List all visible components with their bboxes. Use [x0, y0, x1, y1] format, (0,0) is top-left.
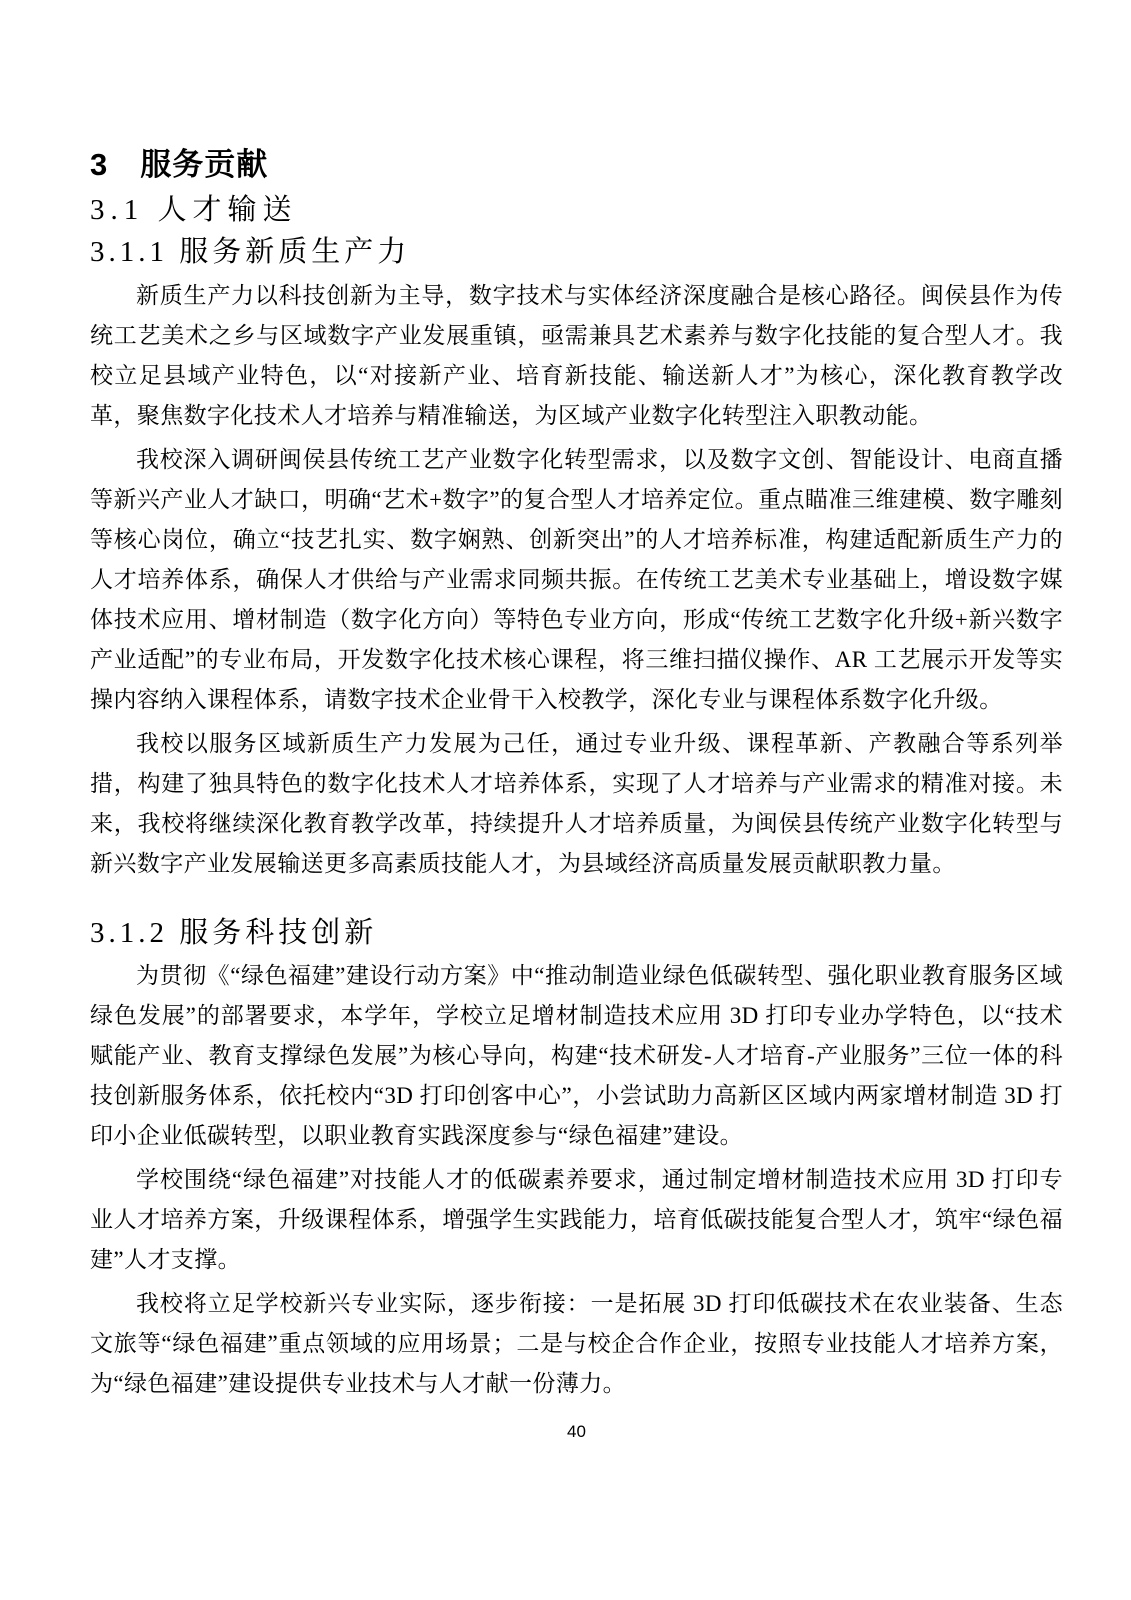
- page-content: [90, 0, 1063, 1404]
- subsection-heading-3-1-2: 3.1.2 服务科技创新: [90, 916, 378, 949]
- paragraph-new-productivity-3: 我校以服务区域新质生产力发展为己任，通过专业升级、课程革新、产教融合等系列举措，构建了独具特色的数字化技术人才培养体系，实现了人才培养与产业需求的精准对接。未来，我校将继续深化教育教学改革，持续提升人才培养质量，为闽侯县传统产业数字化转型与新兴数字产业发展输送更多高素质技能人才，为县域经济高质量发展贡献职教力量。: [90, 730, 1063, 876]
- subsection-heading-3-1-1: 3.1.1 服务新质生产力: [90, 235, 411, 268]
- section-heading: 3.1 人才输送: [90, 194, 298, 227]
- chapter-heading: 3 服务贡献: [90, 147, 269, 182]
- page-number: 40: [567, 1422, 586, 1441]
- paragraph-tech-innovation-3: 我校将立足学校新兴专业实际，逐步衔接：一是拓展 3D 打印低碳技术在农业装备、生态文旅等“绿色福建”重点领域的应用场景；二是与校企合作企业，按照专业技能人才培养方案，为“绿色福建”建设提供专业技术与人才献一份薄力。: [90, 1291, 1063, 1397]
- paragraph-tech-innovation-2: 学校围绕“绿色福建”对技能人才的低碳素养要求，通过制定增材制造技术应用 3D 打印专业人才培养方案，升级课程体系，增强学生实践能力，培育低碳技能复合型人才，筑牢“绿色福建”人才支撑。: [90, 1167, 1063, 1273]
- paragraph-new-productivity-1: 新质生产力以科技创新为主导，数字技术与实体经济深度融合是核心路径。闽侯县作为传统工艺美术之乡与区域数字产业发展重镇，亟需兼具艺术素养与数字化技能的复合型人才。我校立足县域产业特色，以“对接新产业、培育新技能、输送新人才”为核心，深化教育教学改革，聚焦数字化技术人才培养与精准输送，为区域产业数字化转型注入职教动能。: [90, 282, 1063, 428]
- paragraph-tech-innovation-1: 为贯彻《“绿色福建”建设行动方案》中“推动制造业绿色低碳转型、强化职业教育服务区域绿色发展”的部署要求，本学年，学校立足增材制造技术应用 3D 打印专业办学特色，以“技术赋能产业、教育支撑绿色发展”为核心导向，构建“技术研发-人才培育-产业服务”三位一体的科技创新服务体系，依托校内“3D 打印创客中心”，小尝试助力高新区区域内两家增材制造 3D 打印小企业低碳转型，以职业教育实践深度参与“绿色福建”建设。: [90, 963, 1063, 1149]
- paragraph-new-productivity-2: 我校深入调研闽侯县传统工艺产业数字化转型需求，以及数字文创、智能设计、电商直播等新兴产业人才缺口，明确“艺术+数字”的复合型人才培养定位。重点瞄准三维建模、数字雕刻等核心岗位，确立“技艺扎实、数字娴熟、创新突出”的人才培养标准，构建适配新质生产力的人才培养体系，确保人才供给与产业需求同频共振。在传统工艺美术专业基础上，增设数字媒体技术应用、增材制造（数字化方向）等特色专业方向，形成“传统工艺数字化升级+新兴数字产业适配”的专业布局，开发数字化技术核心课程，将三维扫描仪操作、AR 工艺展示开发等实操内容纳入课程体系，请数字技术企业骨干入校教学，深化专业与课程体系数字化升级。: [90, 446, 1063, 712]
